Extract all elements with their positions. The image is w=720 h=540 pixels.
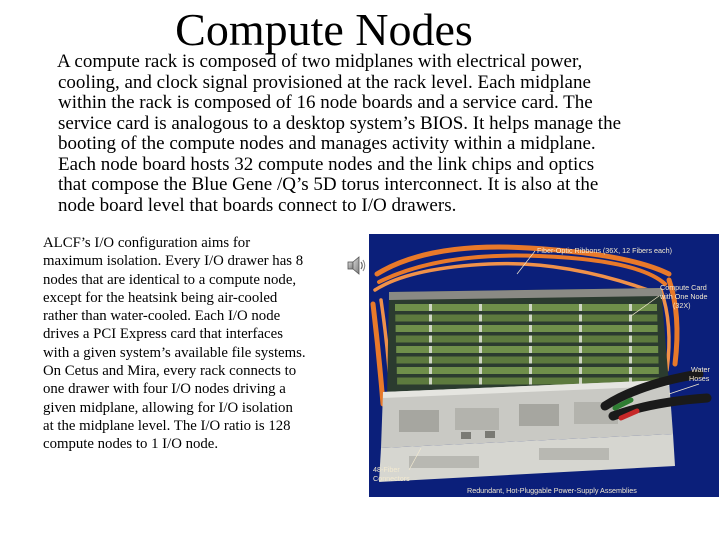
heatsink-row [396, 346, 658, 353]
heatsink-clip [529, 336, 532, 343]
heatsink-clip [529, 357, 532, 364]
callout-water-hoses: Water [691, 365, 710, 374]
heatsink-clip [529, 367, 532, 374]
detail-line: nodes that are identical to a compute node, [43, 271, 297, 288]
detail-line: compute nodes to 1 I/O node. [43, 436, 219, 453]
heatsink-row [396, 325, 658, 332]
heatsink-clip [579, 304, 582, 311]
detail-line: maximum isolation. Every I/O drawer has 8 [43, 253, 304, 270]
detail-line: rather than water-cooled. Each I/O node [43, 308, 281, 325]
detail-line: drives a PCI Express card that interfaces [43, 326, 283, 343]
callout-fiber: Fiber-Optic Ribbons (36X, 12 Fibers each) [537, 246, 673, 255]
heatsink-clip [429, 315, 432, 322]
heatsink-clip [579, 346, 582, 353]
heatsink-clip [479, 367, 482, 374]
heatsink-clip [479, 336, 482, 343]
heatsink-row [397, 367, 659, 374]
callout-water-hoses: Hoses [689, 374, 710, 383]
callout-connectors: 48-Fiber [373, 465, 400, 474]
heatsink-clip [629, 357, 632, 364]
heatsink-clip [579, 315, 582, 322]
node-board-photo [369, 234, 719, 497]
intro-line: Each node board hosts 32 compute nodes and the link chips and optics [58, 153, 595, 175]
detail-line: On Cetus and Mira, every rack connects to [43, 363, 297, 380]
heatsink-clip [429, 367, 432, 374]
heatsink-clip [429, 336, 432, 343]
intro-line: within the rack is composed of 16 node boards and a service card. The [58, 92, 593, 113]
heatsink-clip [629, 336, 632, 343]
heatsink-clip [429, 325, 432, 332]
heatsink-clip [479, 304, 482, 311]
detail-line: with a given system’s available file systems. [43, 344, 306, 361]
heatsink-clip [529, 325, 532, 332]
heatsink-clip [629, 325, 632, 332]
heatsink-clip [429, 346, 432, 353]
io-detail-paragraph [43, 234, 373, 454]
detail-line: given midplane, allowing for I/O isolation [43, 399, 293, 416]
heatsink-clip [479, 357, 482, 364]
heatsink-clip [479, 315, 482, 322]
intro-line: node board level that boards connect to I/O drawers. [58, 194, 457, 216]
heatsink-clip [429, 357, 432, 364]
intro-line: cooling, and clock signal provisioned at the rack level. Each midplane [58, 71, 591, 93]
detail-line: except for the heatsink being air-cooled [43, 289, 278, 306]
intro-line: that compose the Blue Gene /Q’s 5D torus interconnect. It is also at the [58, 174, 599, 195]
callout-compute-card: with One Node [660, 292, 708, 301]
intro-line: A compute rack is composed of two midplanes with electrical power, [57, 51, 583, 72]
heatsink-clip [529, 304, 532, 311]
heatsink-clip [429, 378, 432, 385]
heatsink-clip [579, 357, 582, 364]
intro-line: service card is analogous to a desktop system’s BIOS. It helps manage the [58, 112, 622, 134]
detail-line: ALCF’s I/O configuration aims for [43, 235, 251, 251]
intro-paragraph [58, 52, 714, 216]
heatsink-clip [579, 336, 582, 343]
callout-power-supply: Redundant, Hot-Pluggable Power-Supply Assemblies [467, 486, 637, 495]
callout-compute-card: (32X) [673, 301, 691, 310]
heatsink-clip [529, 346, 532, 353]
heatsink-clip [529, 315, 532, 322]
heatsink-clip [629, 367, 632, 374]
heatsink-clip [479, 378, 482, 385]
heatsink-row [395, 315, 657, 322]
speaker-icon[interactable] [345, 254, 367, 276]
detail-line: at the midplane level. The I/O ratio is 128 [43, 417, 291, 434]
heatsink-clip [429, 304, 432, 311]
heatsink-clip [579, 367, 582, 374]
heatsink-clip [579, 378, 582, 385]
heatsink-clip [479, 325, 482, 332]
heatsink-row [396, 336, 658, 343]
heatsink-clip [579, 325, 582, 332]
heatsink-clip [479, 346, 482, 353]
heatsink-clip [629, 304, 632, 311]
heatsink-clip [529, 378, 532, 385]
heatsink-row [395, 304, 657, 311]
slide-title: Compute Nodes [175, 4, 473, 55]
callout-connectors: Connectors [373, 474, 410, 483]
heatsink-clip [629, 346, 632, 353]
intro-line: booting of the compute nodes and manages activity within a midplane. [58, 133, 596, 154]
heatsink-row [397, 357, 659, 364]
detail-line: one drawer with four I/O nodes driving a [43, 381, 286, 398]
callout-compute-card: Compute Card [660, 283, 707, 292]
